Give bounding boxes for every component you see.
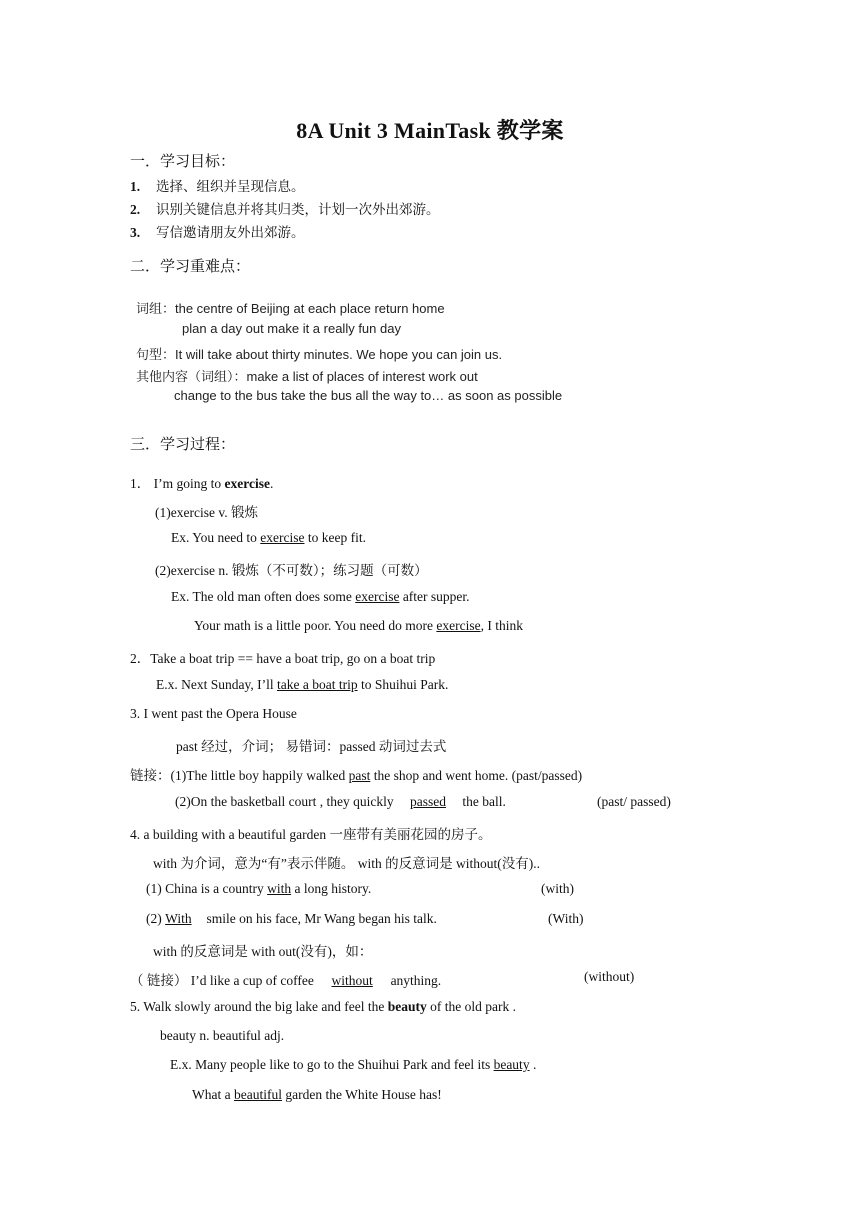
objective-number: 2.: [130, 202, 141, 217]
answer-blank: With: [165, 911, 192, 926]
objective-item: [130, 175, 305, 195]
key-points-image: [128, 288, 608, 410]
page-title: 8A Unit 3 MainTask 教学案: [296, 118, 564, 143]
objective-text: 识别关键信息并将其归类，计划一次外出郊游。: [156, 202, 440, 217]
answer-blank: without: [331, 973, 373, 988]
answer-hint: (with): [541, 881, 574, 896]
answer-hint: (past/ passed): [597, 794, 671, 809]
answer-hint: (without): [584, 969, 635, 984]
example-sentence: What a beautiful garden the White House has!: [192, 1087, 442, 1102]
other-content-line: change to the bus take the bus all the way to… as soon as possible: [174, 388, 563, 403]
example-sentence: E.x. Many people like to go to the Shuihui Park and feel its beauty .: [170, 1057, 537, 1072]
link-exercise-1: 链接：(1)The little boy happily walked past the shop and went home. (past/passed): [130, 768, 583, 783]
point-4: 4. a building with a beautiful garden 一座带有美丽花园的房子。: [130, 827, 492, 842]
example-sentence: Your math is a little poor. You need do more exercise, I think: [194, 618, 523, 633]
point-1: 1． I’m going to exercise.: [130, 476, 274, 491]
with-note: with 为介词，意为“有”表示伴随。 with 的反意词是 without(没有)..: [153, 856, 540, 871]
objective-text: 选择、组织并呈现信息。: [156, 179, 305, 194]
point-2: 2．Take a boat trip == have a boat trip, go on a boat trip: [130, 651, 436, 666]
with-example-1: (1) China is a country with a long history.: [146, 881, 372, 896]
link-exercise-3: （ 链接） I’d like a cup of coffee without anything.: [130, 973, 442, 988]
key-phrase-line: plan a day out make it a really fun day: [182, 321, 401, 336]
exercise-noun: (2)exercise n. 锻炼（不可数）；练习题（可数）: [155, 563, 428, 578]
section2-heading: 二．学习重难点：: [130, 259, 251, 275]
example-sentence: Ex. You need to exercise to keep fit.: [171, 530, 366, 545]
key-phrase-line: 词组：the centre of Beijing at each place return home: [136, 301, 445, 316]
section3-heading: 三．学习过程：: [130, 437, 236, 453]
objective-number: 1.: [130, 179, 141, 194]
past-note: past 经过，介词； 易错词：passed 动词过去式: [176, 739, 447, 754]
with-example-2: (2) With smile on his face, Mr Wang began his talk.: [146, 911, 437, 926]
beauty-note: beauty n. beautiful adj.: [160, 1028, 285, 1043]
point-3: 3. I went past the Opera House: [130, 706, 297, 721]
key-sentence-line: 句型：It will take about thirty minutes. We hope you can join us.: [136, 347, 503, 362]
objective-item: [130, 221, 305, 241]
objective-item: [130, 198, 440, 218]
answer-blank: passed: [409, 794, 446, 809]
link-exercise-2: (2)On the basketball court , they quickly passed the ball.: [175, 794, 506, 809]
other-content-line: 其他内容（词组）：make a list of places of interest work out: [136, 369, 478, 384]
example-sentence: E.x. Next Sunday, I’ll take a boat trip to Shuihui Park.: [156, 677, 449, 692]
example-sentence: Ex. The old man often does some exercise after supper.: [171, 589, 470, 604]
section1-heading: 一．学习目标：: [130, 154, 236, 170]
without-note: with 的反意词是 with out(没有)，如：: [153, 944, 373, 959]
exercise-verb: (1)exercise v. 锻炼: [155, 505, 258, 520]
objective-text: 写信邀请朋友外出郊游。: [156, 225, 305, 240]
point-5: 5. Walk slowly around the big lake and feel the beauty of the old park .: [130, 999, 516, 1014]
objective-number: 3.: [130, 225, 141, 240]
answer-hint: (With): [548, 911, 584, 926]
